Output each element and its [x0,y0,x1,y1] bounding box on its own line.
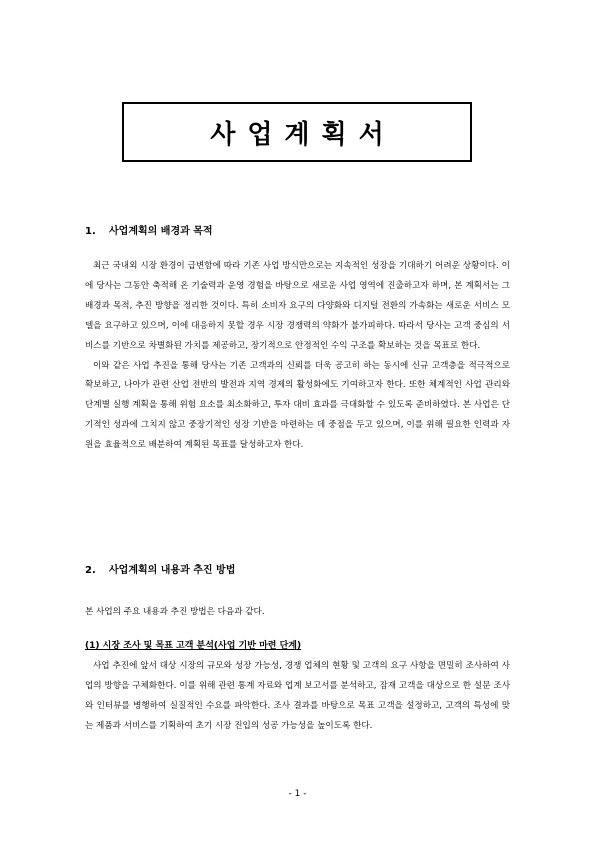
section-1-number: 1. [85,226,96,237]
section-1-heading [85,222,213,237]
section-1-paragraph-2: 이와 같은 사업 추진을 통해 당사는 기존 고객과의 신뢰를 더욱 공고히 하는 동시에 신규 고객층을 적극적으로 확보하고, 나아가 관련 산업 전반의 발전과 지역 경제의 활성화에도 기여하고자 한다. 또한 체계적인 사업 관리와 단계별 실행 계획을 통해 위험 요소를 최소화하고, 투자 대비 효과를 극대화할 수 있도록 준비하였다. 본 사업은 단기적인 성과에 그치지 않고 중장기적인 성장 기반을 마련하는 데 중점을 두고 있으며, 이를 위해 필요한 인력과 자원을 효율적으로 배분하여 계획된 목표를 달성하고자 한다. [85,360,510,451]
section-1-title: 사업계획의 배경과 목적 [109,226,213,237]
section-2-title: 사업계획의 내용과 추진 방법 [109,565,236,576]
section-2-intro: 본 사업의 주요 내용과 추진 방법은 다음과 같다. [85,607,265,617]
section-2-paragraph: 사업 추진에 앞서 대상 시장의 규모와 성장 가능성, 경쟁 업체의 현황 및 고객의 요구 사항을 면밀히 조사하여 사업의 방향을 구체화한다. 이를 위해 관련 통계 자료와 업계 보고서를 분석하고, 잠재 고객을 대상으로 한 설문 조사와 인터뷰를 병행하여 실질적인 수요를 파악한다. 조사 결과를 바탕으로 목표 고객을 설정하고, 고객의 특성에 맞는 제품과 서비스를 기획하여 초기 시장 진입의 성공 가능성을 높이도록 한다. [85,661,510,731]
document-title: 사업계획서 [210,119,396,150]
page-number: - 1 - [288,789,307,799]
section-1-paragraph-1: 최근 국내외 시장 환경이 급변함에 따라 기존 사업 방식만으로는 지속적인 성장을 기대하기 어려운 상황이다. 이에 당사는 그동안 축적해 온 기술력과 운영 경험을 바탕으로 새로운 사업 영역에 진출하고자 하며, 본 계획서는 그 배경과 목적, 추진 방향을 정리한 것이다. 특히 소비자 요구의 다양화와 디지털 전환의 가속화는 새로운 서비스 모델을 요구하고 있으며, 이에 대응하지 못할 경우 시장 경쟁력의 약화가 불가피하다. 따라서 당사는 고객 중심의 서비스를 기반으로 차별화된 가치를 제공하고, 장기적으로 안정적인 수익 구조를 확보하는 것을 목표로 한다. [85,261,510,351]
title-box [122,102,472,162]
section-2-body [85,657,510,737]
section-1-body [85,257,510,456]
section-2-heading [85,561,235,576]
section-2-note: (1) 시장 조사 및 목표 고객 분석(사업 기반 마련 단계) [85,641,302,651]
section-2-number: 2. [85,565,96,576]
